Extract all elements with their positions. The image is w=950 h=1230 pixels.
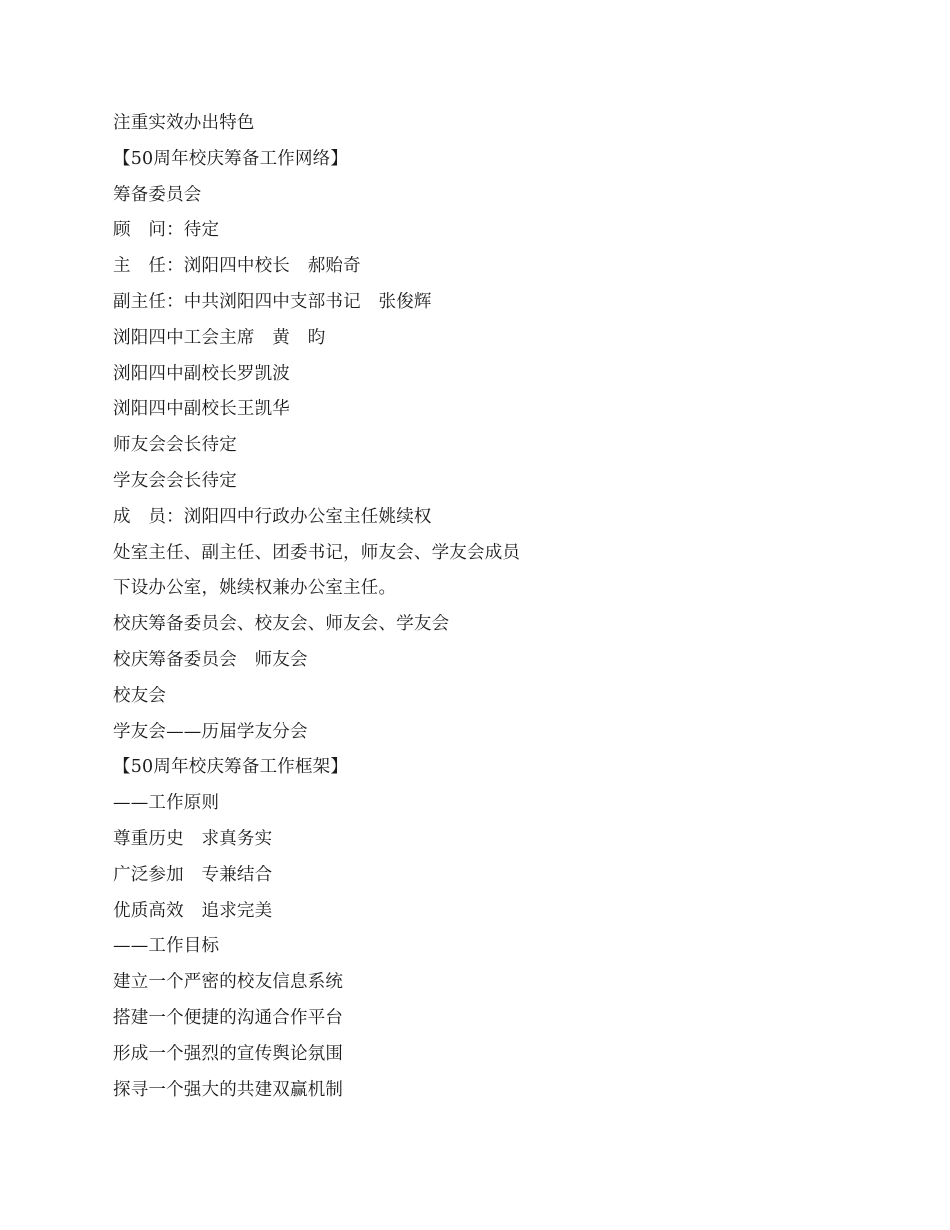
text-line: 学友会——历届学友分会 — [113, 721, 308, 742]
text-line: 主 任：浏阳四中校长 郝贻奇 — [113, 256, 361, 277]
text-line: 搭建一个便捷的沟通合作平台 — [113, 1007, 344, 1028]
text-line: 顾 问：待定 — [113, 220, 220, 241]
text-line: 筹备委员会 — [113, 184, 202, 205]
subheading-goals: ——工作目标 — [113, 936, 220, 957]
text-line: 校庆筹备委员会 师友会 — [113, 649, 308, 670]
text-line: 建立一个严密的校友信息系统 — [113, 972, 344, 993]
section-heading-framework: 【50周年校庆筹备工作框架】 — [113, 757, 349, 778]
text-line: 处室主任、副主任、团委书记，师友会、学友会成员 — [113, 542, 521, 563]
text-line: 浏阳四中工会主席 黄 昀 — [113, 327, 326, 348]
text-line: 注重实效办出特色 — [113, 113, 255, 133]
document-body — [113, 106, 873, 1108]
text-line: 学友会会长待定 — [113, 470, 237, 491]
text-line: 副主任：中共浏阳四中支部书记 张俊辉 — [113, 291, 432, 312]
text-line: 尊重历史 求真务实 — [113, 828, 273, 849]
text-line: 校庆筹备委员会、校友会、师友会、学友会 — [113, 614, 450, 635]
text-line: 广泛参加 专兼结合 — [113, 864, 273, 885]
text-line: 优质高效 追求完美 — [113, 900, 273, 921]
text-line: 师友会会长待定 — [113, 435, 237, 456]
section-heading-network: 【50周年校庆筹备工作网络】 — [113, 148, 349, 169]
text-line: 探寻一个强大的共建双赢机制 — [113, 1079, 344, 1100]
text-line: 浏阳四中副校长罗凯波 — [113, 363, 290, 384]
text-line: 浏阳四中副校长王凯华 — [113, 399, 290, 420]
subheading-principles: ——工作原则 — [113, 793, 220, 814]
text-line: 成 员：浏阳四中行政办公室主任姚续权 — [113, 506, 432, 527]
text-line: 下设办公室，姚续权兼办公室主任。 — [113, 578, 397, 599]
text-line: 校友会 — [113, 685, 167, 706]
text-line: 形成一个强烈的宣传舆论氛围 — [113, 1043, 344, 1064]
